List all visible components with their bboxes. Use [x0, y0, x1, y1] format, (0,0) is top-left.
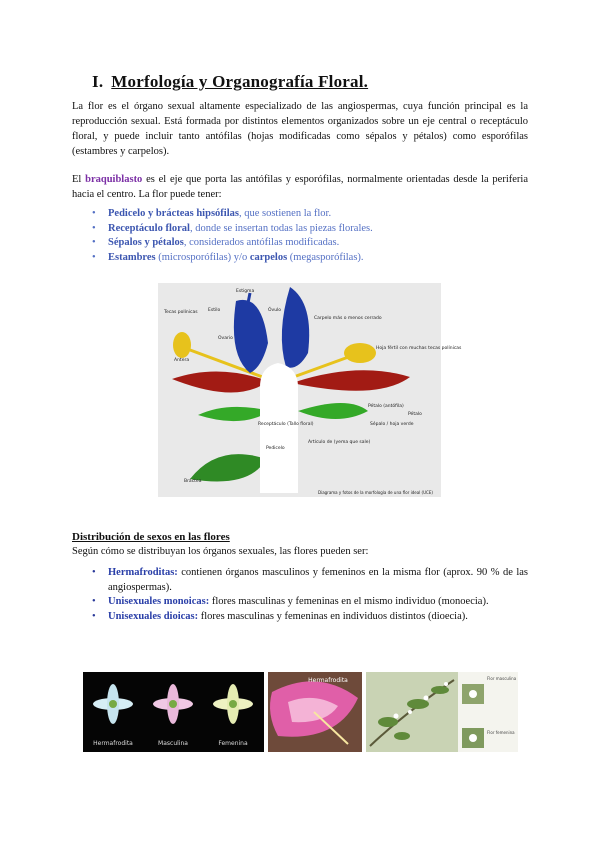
- diagram-caption: Diagrama y fotos de la morfología de una flor ideal (UCE): [318, 490, 433, 495]
- section-title: Morfología y Organografía Floral.: [111, 72, 369, 91]
- list-item: [92, 595, 528, 610]
- label-receptaculo: Receptáculo (Tallo floral): [258, 422, 314, 427]
- braquiblasto-paragraph: [72, 172, 528, 202]
- item-text: , considerados antófilas modificadas.: [183, 237, 340, 248]
- dioecious-photo: [366, 672, 518, 752]
- stigma-mark: [248, 293, 250, 303]
- sepal-right-shape: [298, 403, 368, 419]
- item-text: flores masculinas y femeninas en el mismo individuo (monoecia).: [209, 596, 489, 607]
- label-masculina: Masculina: [158, 740, 188, 747]
- sepal-left-shape: [198, 407, 270, 421]
- small-flower: [444, 682, 448, 686]
- item-text: contienen órganos masculinos y femeninos en la misma flor (aprox. 90 % de las angiospermas).: [108, 567, 528, 593]
- leaf-shape: [431, 686, 449, 694]
- receptacle-axis: [260, 363, 298, 493]
- label-hoja-fertil: Hoja fértil con muchas tecas polínicas: [376, 346, 462, 351]
- label-sepalo: Sépalo / hoja verde: [370, 422, 414, 427]
- label-carpelo: Carpelo más o menos cerrado: [314, 316, 382, 321]
- item-bold: carpelos: [249, 251, 288, 263]
- item-text: (megasporófilas).: [287, 251, 364, 263]
- label-ovulo: Óvulo: [268, 308, 282, 313]
- small-flower: [394, 714, 399, 719]
- item-bold: Unisexuales monoicas:: [108, 596, 210, 607]
- flower-center: [169, 700, 177, 708]
- item-bold: Hermafroditas:: [108, 567, 178, 578]
- bract-shape: [190, 454, 266, 481]
- leaf-shape: [378, 717, 398, 727]
- item-text: (microsporófilas) y/o: [155, 251, 250, 263]
- label-pedicelo: Pedicelo: [266, 446, 285, 451]
- label-flor-femenina: Flor femenina: [487, 730, 515, 735]
- carpel-left-shape: [234, 300, 268, 373]
- petal-right-shape: [292, 370, 410, 390]
- list-item: [92, 610, 528, 625]
- list-item: [92, 251, 373, 266]
- label-femenina: Femenina: [218, 740, 248, 747]
- text-span: es el eje que porta las antófilas y esporófilas, normalmente orientadas desde la periferia hacia el centro. La flor puede tener:: [72, 174, 528, 200]
- item-bold: Sépalos y pétalos: [108, 237, 184, 248]
- list-item: [92, 222, 373, 237]
- flower-types-photo: [83, 672, 264, 752]
- item-bold: Estambres: [108, 251, 156, 263]
- label-hermafrodita: Hermafrodita: [93, 740, 133, 747]
- item-bold: Receptáculo floral: [108, 222, 190, 234]
- label-ovario: Ovario: [218, 336, 233, 341]
- leaf-shape: [394, 732, 410, 740]
- list-item: [92, 566, 528, 595]
- section-number: I.: [92, 72, 104, 91]
- list-item: [92, 207, 373, 222]
- section-heading: Distribución de sexos en las flores: [72, 531, 230, 543]
- item-bold: Pedicelo y brácteas hipsófilas: [108, 208, 239, 219]
- braquiblasto-term: braquiblasto: [85, 174, 143, 185]
- label-teca: Tecas polínicas: [164, 310, 198, 315]
- page-title: [92, 72, 368, 92]
- flower-diagram: [158, 283, 462, 497]
- text-span: El: [72, 174, 86, 185]
- sex-distribution-list: [92, 566, 528, 624]
- label-bractea: Bráctea: [184, 479, 202, 484]
- carpel-right-shape: [282, 287, 309, 368]
- list-item: [92, 236, 373, 251]
- item-bold: Unisexuales dioicas:: [108, 610, 199, 622]
- flower-center: [229, 700, 237, 708]
- anther-left: [173, 332, 191, 358]
- label-articulo: Artículo de (yema que sale): [308, 440, 371, 445]
- flower-center: [109, 700, 117, 708]
- anther-right: [344, 343, 376, 363]
- label-estilo: Estilo: [208, 308, 221, 313]
- hermaphrodite-photo: [268, 672, 362, 752]
- leaf-shape: [407, 699, 429, 709]
- label-hermafrodita-2: Hermafrodita: [308, 677, 348, 684]
- item-text: , que sostienen la flor.: [238, 208, 332, 219]
- intro-paragraph: La flor es el órgano sexual altamente especializado de las angiospermas, cuya función principal es la reproducción sexual. Está formada por distintos elementos organizados sobre un eje central o receptáculo floral, y puede incluir tanto antófilas (hojas modificadas como sépalos y pétalos) como esporófilas (estambres y carpelos).: [72, 101, 528, 157]
- small-flower: [469, 690, 477, 698]
- label-antera: Antera: [174, 358, 190, 363]
- label-estigma: Estigma: [236, 289, 255, 294]
- label-perianto: Pétalo (antófila): [368, 404, 404, 409]
- small-flower: [408, 710, 412, 714]
- small-flower: [469, 734, 477, 742]
- section-subtitle: Según cómo se distribuyan los órganos sexuales, las flores pueden ser:: [72, 546, 369, 557]
- flower-parts-list: [92, 207, 373, 265]
- item-text: flores masculinas y femeninas en individuos distintos (dioecia).: [198, 610, 468, 622]
- label-flor-masculina: Flor masculina: [487, 676, 517, 681]
- small-flower: [424, 696, 429, 701]
- item-text: , donde se insertan todas las piezas florales.: [189, 222, 373, 234]
- label-petalo: Pétalo: [408, 412, 422, 417]
